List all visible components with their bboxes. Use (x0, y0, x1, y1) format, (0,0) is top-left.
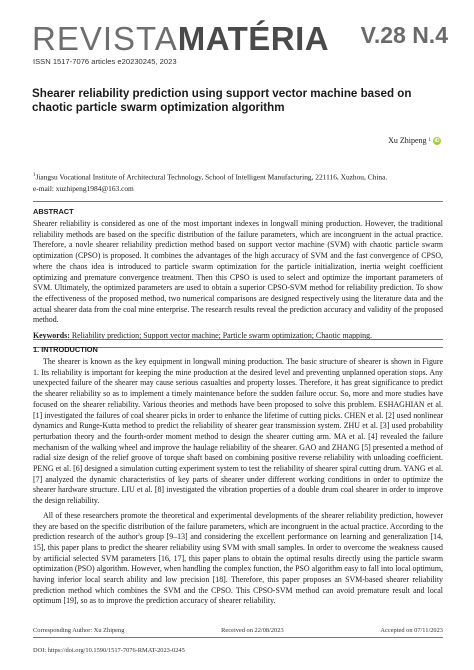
author-name: Xu Zhipeng (388, 136, 427, 145)
affiliation-text: Jiangsu Vocational Institute of Architectural Technology, School of Intelligent Manufacturing, 221116, Xuzhou, China. (35, 172, 388, 182)
volume-issue: V.28 N.4 (360, 22, 448, 48)
footer-divider (33, 637, 443, 638)
introduction-section (33, 339, 443, 607)
issn-line: ISSN 1517-7076 articles e20230245, 2023 (33, 57, 177, 66)
keywords-label: Keywords: (33, 331, 70, 341)
logo-materia-text: MATÉRIA (177, 20, 330, 57)
corresponding-author: Corresponding Author: Xu Zhipeng (33, 627, 125, 634)
received-date: Received on 22/08/2023 (221, 627, 284, 634)
abstract-section (33, 201, 443, 348)
author-affiliation-mark: 1 (428, 138, 431, 143)
keywords-text: Reliability prediction; Support vector machine; Particle swarm optimization; Chaotic mapping. (71, 331, 373, 341)
logo-revista-text: REVISTA (32, 20, 178, 57)
journal-logo (32, 20, 329, 58)
introduction-heading: 1. INTRODUCTION (33, 345, 98, 354)
affiliation (33, 170, 445, 183)
author-line (388, 136, 441, 145)
introduction-paragraph: The shearer is known as the key equipment in longwall mining production. The basic structure of shearer is shown in Figure 1. Its reliability is important for keeping the mine production at the desired level and preventing unplanned operation stops. Any unexpected failure of the shearer may cause serious casualties and property losses. Therefore, it has great significance to predict the shearer reliability so as to implement a timely maintenance before the sudden failure occur. So, more and more studies have focused on the shearer reliability. Various theories and methods have been proposed to solve this problem. ESHAGHIAN et al. [1] investigated the failures of coal shearer picks in order to enhance the lifetime of cutting picks. CHEN et al. [2] used nonlinear dynamics and Runge-Kutta method to predict the reliability of shearer gear transmission system. ZHU et al. [3] used probability perturbation theory and the fourth-order moment method to design the shearer cutting arm. MA et al. [4] revealed the failure mechanism of the walking wheel and improve the haulage reliability of the shearer. GAO and ZHANG [5] presented a method of radial size design of the relief groove of torque shaft based on combining positive reverse reliability with unloading coefficient. PENG et al. [6] designed a simulation cutting experiment system to test the reliability of shearer spiral cutting drum. YANG et al. [7] analyzed the dynamic characteristics of key parts of shearer under different working conditions in order to optimize the shearer hardware structure. LIU et al. [8] investigated the vibration properties of a double drum coal shearer in order to improve the design reliability. (33, 357, 443, 506)
doi-link[interactable]: DOI: https://doi.org/10.1590/1517-7076-RMAT-2023-0245 (33, 647, 185, 654)
article-title: Shearer reliability prediction using support vector machine based on chaotic particle swarm optimization algorithm (32, 87, 412, 114)
abstract-heading: ABSTRACT (33, 207, 74, 216)
orcid-icon[interactable]: iD (434, 137, 440, 144)
footer-row (33, 627, 443, 634)
page-footer (33, 627, 443, 654)
affiliation-mark: 1 (33, 173, 36, 178)
introduction-paragraph: All of these researchers promote the theoretical and experimental developments of the shearer reliability prediction, however they are based on the specific distribution of the failure parameters, which are incongruent in the actual practice. According to the prediction research of the author's group [9–13] and considering the excellent performance on learning and generalization [14, 15], this paper plans to predict the shearer reliability using SVM with small samples. In order to overcome the weakness caused by artificial selected SVM parameters [16, 17], this paper plans to obtain the optimal results directly using the particle swarm optimization (PSO) algorithm. However, when handling the complex function, the PSO algorithm easy to fall into local optimum, having inferior local search ability and low precision [18]. Therefore, this paper proposes an SVM-based shearer reliability prediction method which combines the SVM and the CPSO. This CPSO-SVM method can avoid premature result and local optimum [19], so as to improve the prediction accuracy of shearer reliability. (33, 510, 443, 606)
abstract-text: Shearer reliability is considered as one of the most important indexes in longwall mining production. However, the traditional reliability methods are based on the specific distribution of the failure parameters, which are incongruent in the actual practice. Therefore, a novle shearer reliability prediction method based on support vector machine (SVM) with chaotic particle swarm optimization (CPSO) is proposed. It combines the advantages of the high accuracy of SVM and the fast convergence of CPSO, where the chaos idea is introduced to particle swarm optimization for the particle initialization, inertia weight coefficient optimizing and premature convergence treatment. Then this CPSO is used to select and optimize the important parameters of SVM. Ultimately, the optimized parameters are used to obtain a superior CPSO-SVM method for reliability prediction. To show the effectiveness of the proposed method, two numerical comparisons are designed respectively using the literature data and the actual shearer data from the coal mine enterprise. The research results reveal the prediction accuracy and validity of the proposed method. (33, 219, 443, 325)
author-email[interactable]: e-mail: xuzhipeng1984@163.com (33, 184, 134, 194)
accepted-date: Accepted on 07/11/2023 (380, 627, 443, 634)
affiliation-block (33, 170, 445, 195)
